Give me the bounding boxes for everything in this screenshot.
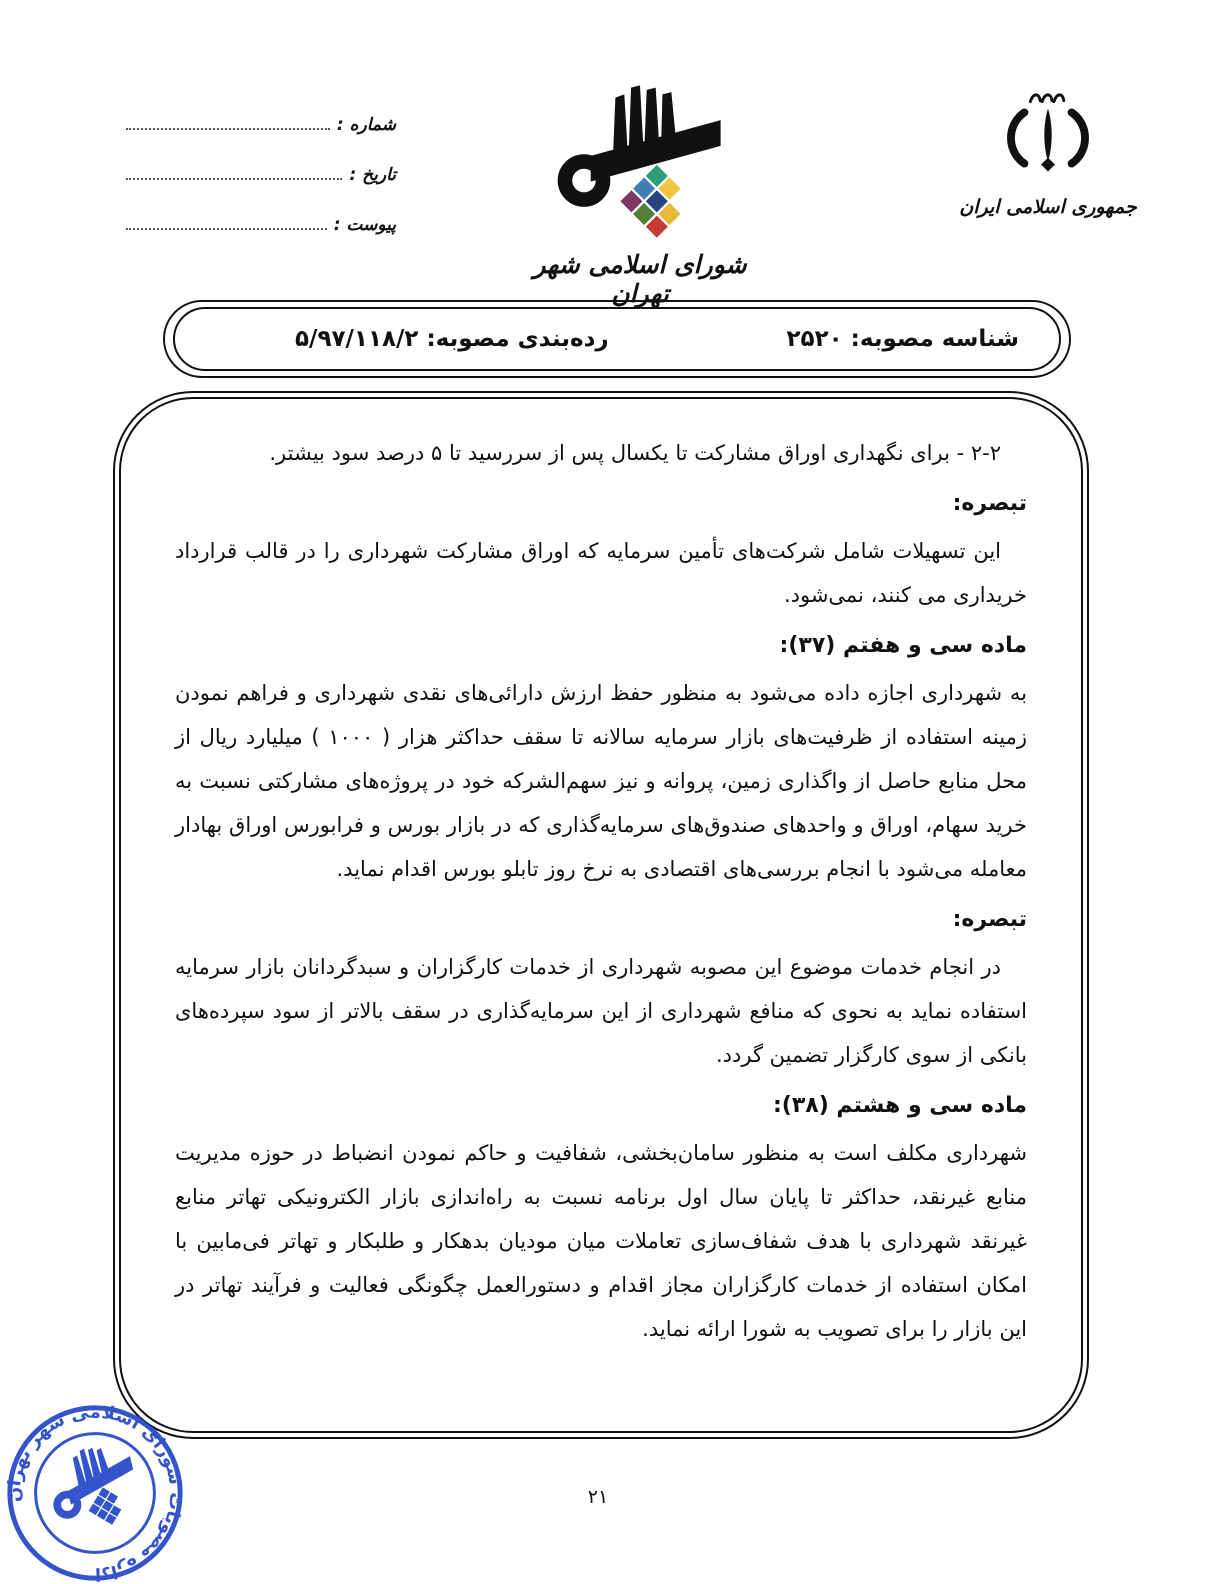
date-field-label: تاریخ : (349, 165, 396, 185)
field-row-date (126, 152, 396, 185)
stamp-ring-text: اداره مصوبات شورای اسلامی شهر تهران (3, 1401, 187, 1584)
resolution-id-value: ۲۵۲۰ (786, 326, 843, 352)
resolution-id-label: شناسه مصوبه: (850, 326, 1019, 352)
note-2-paragraph: در انجام خدمات موضوع این مصوبه شهرداری از خدمات کارگزاران و سبدگردانان بازار سرمایه استفاده نماید به نحوی که منافع شهرداری از این سرمایه‌گذاری در سقف بالاتر از سود سپرده‌های بانکی از سوی کارگزار تضمین گردد. (175, 955, 1027, 1067)
council-logo-block (512, 82, 768, 308)
article-37-paragraph: به شهرداری اجازه داده می‌شود به منظور حفظ ارزش دارائی‌های نقدی شهرداری و فراهم نمودن زمینه استفاده از ظرفیت‌های بازار سرمایه سالانه تا سقف حداکثر هزار ( ۱۰۰۰ ) میلیارد ریال از محل منابع حاصل از واگذاری زمین، پروانه و نیز سهم‌الشرکه خود در پروژه‌های مشارکتی نسبت به خرید سهام، اوراق و واحدهای صندوق‌های سرمایه‌گذاری که در بازار بورس و فرابورس اوراق بهادار معامله می‌شود با انجام بررسی‌های اقتصادی به نرخ روز تابلو بورس اقدام نماید. (175, 681, 1027, 881)
number-field-label: شماره : (336, 115, 396, 135)
dotted-line (126, 178, 342, 180)
clause-2-2: ۲-۲ - برای نگهداری اوراق مشارکت تا یکسال پس از سررسید تا ۵ درصد سود بیشتر. (269, 441, 1001, 465)
attachment-field-label: پیوست : (333, 215, 396, 235)
page-number: ۲۱ (587, 1486, 609, 1508)
iran-emblem-block (948, 88, 1148, 218)
note-heading-2: تبصره: (952, 907, 1027, 932)
field-row-attachment (126, 202, 396, 235)
note-heading: تبصره: (952, 491, 1027, 516)
council-logo-icon (542, 82, 738, 250)
article-38-paragraph: شهرداری مکلف است به منظور سامان‌بخشی، شفافیت و حاکم نمودن انضباط در حوزه مدیریت منابع غیرنقد، حداکثر تا پایان سال اول برنامه نسبت به راه‌اندازی بازار الکترونیکی تهاتر منابع غیرنقد شهرداری با هدف شفاف‌سازی تعاملات میان مودیان بدهکار و طلبکار و تهاتر فی‌مابین با امکان استفاده از خدمات کارگزاران مجاز اقدام و دستورالعمل چگونگی فعالیت و فرآیند تهاتر در این بازار را برای تصویب به شورا ارائه نماید. (175, 1141, 1027, 1341)
resolution-classification-label: رده‌بندی مصوبه: (426, 326, 609, 352)
council-logo-caption: شورای اسلامی شهر تهران (533, 250, 747, 308)
note-paragraph: این تسهیلات شامل شرکت‌های تأمین سرمایه که اوراق مشارکت شهرداری را در قالب قرارداد خریداری می کنند، نمی‌شود. (175, 539, 1027, 607)
resolution-classification-value: ۵/۹۷/۱۱۸/۲ (295, 326, 419, 352)
resolution-header-bar (163, 300, 1071, 378)
resolution-classification (295, 326, 609, 352)
iran-emblem-caption: جمهوری اسلامی ایران (959, 196, 1137, 218)
document-body-frame (113, 391, 1089, 1439)
dotted-line (126, 128, 330, 130)
iran-emblem-icon (989, 88, 1107, 188)
article-38-heading: ماده سی و هشتم (۳۸): (772, 1093, 1027, 1118)
dotted-line (126, 228, 327, 230)
document-body (119, 397, 1083, 1433)
field-row-number (126, 102, 396, 135)
resolution-header-inner (173, 307, 1061, 371)
resolution-id (787, 326, 1020, 352)
article-37-heading: ماده سی و هفتم (۳۷): (779, 633, 1027, 658)
letterhead-fields (126, 102, 396, 252)
